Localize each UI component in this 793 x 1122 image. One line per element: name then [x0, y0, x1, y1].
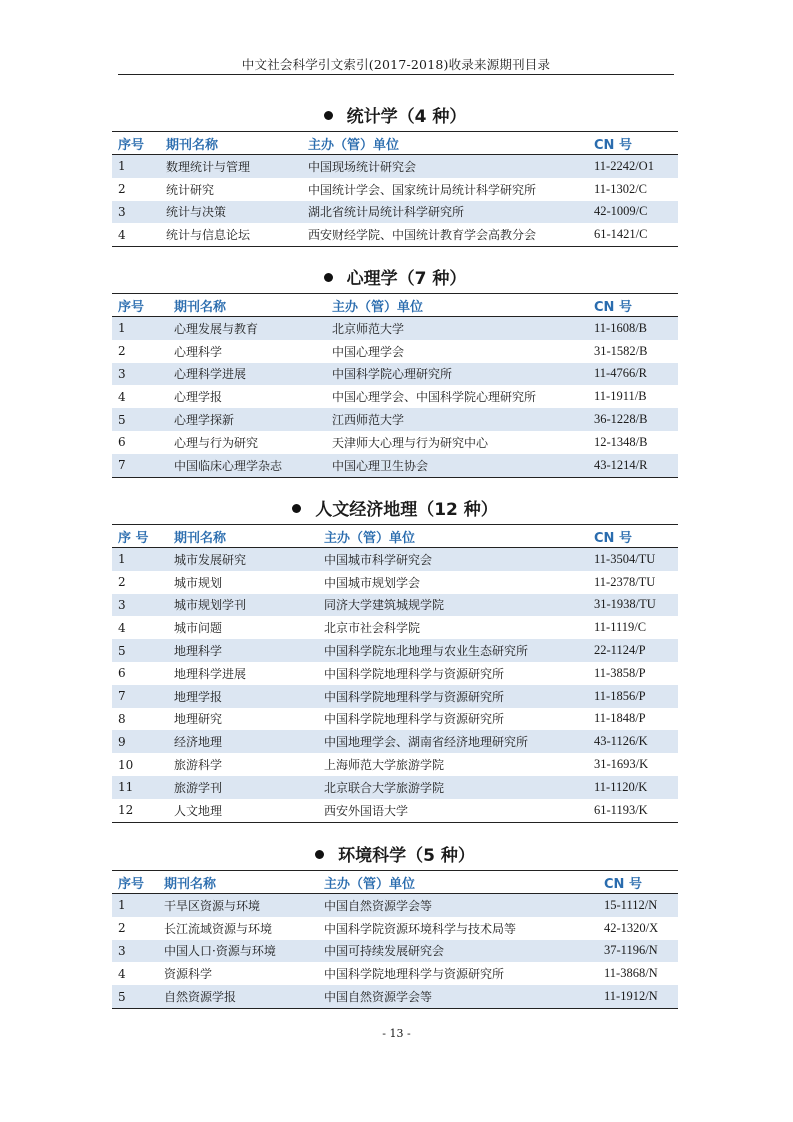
publisher-name: 湖北省统计局统计科学研究所	[308, 205, 465, 220]
journal-name: 数理统计与管理	[166, 159, 251, 174]
column-header-number: 序号	[118, 299, 145, 315]
publisher-name: 中国心理学会	[332, 344, 405, 359]
page-number: - 13 -	[382, 1027, 411, 1040]
journal-name: 统计与决策	[166, 205, 227, 220]
table-header-row	[112, 132, 678, 155]
journal-name: 心理学探新	[174, 413, 235, 428]
publisher-name: 中国自然资源学会等	[324, 990, 433, 1005]
column-header-cn: CN 号	[594, 299, 632, 315]
publisher-name: 中国心理卫生协会	[332, 458, 429, 473]
table-row	[112, 985, 678, 1008]
journal-table	[112, 293, 678, 478]
journal-name: 地理学报	[174, 689, 223, 704]
column-header-cn: CN 号	[594, 137, 632, 153]
publisher-name: 北京市社会科学院	[324, 621, 421, 636]
header-rule	[118, 74, 674, 75]
row-number: 1	[118, 159, 126, 174]
publisher-name: 中国科学院地理科学与资源研究所	[324, 689, 505, 704]
section-environmental-science	[112, 842, 678, 1009]
column-header-publisher: 主办（管）单位	[332, 299, 424, 315]
journal-name: 地理科学	[174, 644, 223, 659]
journal-name: 人文地理	[174, 803, 223, 818]
cn-number: 11-1912/N	[604, 989, 658, 1004]
table-row	[112, 317, 678, 340]
row-number: 12	[118, 803, 134, 818]
row-number: 1	[118, 552, 126, 567]
row-number: 3	[118, 204, 126, 219]
cn-number: 11-1120/K	[594, 779, 648, 794]
table-row	[112, 799, 678, 822]
cn-number: 11-2242/O1	[594, 158, 654, 173]
cn-number: 11-3858/P	[594, 665, 646, 680]
row-number: 4	[118, 620, 126, 635]
journal-name: 心理科学进展	[174, 367, 247, 382]
column-header-number: 序 号	[118, 530, 149, 546]
column-header-journal: 期刊名称	[174, 299, 227, 315]
row-number: 2	[118, 575, 126, 590]
row-number: 1	[118, 898, 126, 913]
table-row	[112, 940, 678, 963]
journal-name: 心理发展与教育	[174, 321, 259, 336]
journal-name: 自然资源学报	[164, 990, 237, 1005]
bullet-icon	[324, 111, 333, 120]
bullet-icon	[324, 273, 333, 282]
cn-number: 11-3868/N	[604, 966, 658, 981]
journal-name: 旅游学刊	[174, 780, 223, 795]
cn-number: 42-1320/X	[604, 920, 659, 935]
row-number: 6	[118, 666, 126, 681]
cn-number: 11-1911/B	[594, 389, 647, 404]
table-row	[112, 894, 678, 917]
row-number: 9	[118, 734, 126, 749]
publisher-name: 上海师范大学旅游学院	[324, 758, 445, 773]
publisher-name: 中国自然资源学会等	[324, 898, 433, 913]
publisher-name: 同济大学建筑城规学院	[324, 598, 445, 613]
row-number: 8	[118, 711, 126, 726]
section-statistics	[112, 103, 678, 247]
publisher-name: 天津师大心理与行为研究中心	[332, 435, 489, 450]
publisher-name: 西安财经学院、中国统计教育学会高教分会	[308, 228, 537, 243]
row-number: 3	[118, 366, 126, 381]
row-number: 3	[118, 943, 126, 958]
publisher-name: 中国科学院资源环境科学与技术局等	[324, 921, 517, 936]
journal-name: 干旱区资源与环境	[164, 898, 261, 913]
journal-name: 长江流域资源与环境	[164, 921, 273, 936]
journal-name: 地理研究	[174, 712, 223, 727]
table-row	[112, 363, 678, 386]
cn-number: 43-1126/K	[594, 734, 648, 749]
row-number: 5	[118, 643, 126, 658]
column-header-publisher: 主办（管）单位	[324, 530, 416, 546]
journal-name: 城市规划	[174, 575, 223, 590]
row-number: 1	[118, 321, 126, 336]
journal-name: 地理科学进展	[174, 666, 247, 681]
cn-number: 31-1582/B	[594, 343, 648, 358]
table-row	[112, 155, 678, 178]
row-number: 4	[118, 966, 126, 981]
journal-name: 统计与信息论坛	[166, 228, 251, 243]
cn-number: 31-1693/K	[594, 757, 649, 772]
table-row	[112, 408, 678, 431]
journal-name: 城市规划学刊	[174, 598, 247, 613]
cn-number: 31-1938/TU	[594, 597, 656, 612]
row-number: 11	[118, 780, 134, 795]
section-title-text: 统计学（4 种）	[346, 107, 467, 127]
table-row	[112, 340, 678, 363]
cn-number: 11-1608/B	[594, 320, 648, 335]
publisher-name: 中国科学院心理研究所	[332, 367, 453, 382]
cn-number: 11-2378/TU	[594, 574, 656, 589]
table-row	[112, 962, 678, 985]
row-number: 5	[118, 989, 126, 1004]
row-number: 3	[118, 597, 126, 612]
publisher-name: 中国统计学会、国家统计局统计科学研究所	[308, 182, 537, 197]
row-number: 2	[118, 344, 126, 359]
cn-number: 15-1112/N	[604, 897, 658, 912]
table-row	[112, 548, 678, 571]
bullet-icon	[292, 504, 301, 513]
running-header: 中文社会科学引文索引(2017-2018)收录来源期刊目录	[241, 57, 551, 72]
column-header-journal: 期刊名称	[174, 530, 227, 546]
journal-name: 城市发展研究	[174, 552, 247, 567]
journal-name: 统计研究	[166, 182, 215, 197]
journal-name: 心理与行为研究	[174, 435, 259, 450]
table-row	[112, 571, 678, 594]
journal-name: 经济地理	[174, 735, 223, 750]
publisher-name: 中国科学院东北地理与农业生态研究所	[324, 644, 529, 659]
journal-name: 城市问题	[174, 621, 223, 636]
row-number: 7	[118, 458, 126, 473]
section-title-text: 人文经济地理（12 种）	[315, 500, 498, 520]
table-row	[112, 685, 678, 708]
row-number: 5	[118, 412, 126, 427]
column-header-number: 序号	[118, 876, 145, 892]
cn-number: 11-4766/R	[594, 366, 648, 381]
table-row	[112, 639, 678, 662]
table-row	[112, 454, 678, 477]
publisher-name: 西安外国语大学	[324, 803, 409, 818]
table-row	[112, 385, 678, 408]
column-header-cn: CN 号	[604, 876, 642, 892]
publisher-name: 江西师范大学	[332, 413, 405, 428]
cn-number: 11-1856/P	[594, 688, 646, 703]
cn-number: 36-1228/B	[594, 412, 648, 427]
section-psychology	[112, 265, 678, 478]
cn-number: 11-1302/C	[594, 181, 648, 196]
column-header-number: 序号	[118, 137, 145, 153]
section-human-economic-geography	[112, 496, 678, 823]
section-title	[112, 265, 678, 293]
table-row	[112, 431, 678, 454]
journal-name: 中国临床心理学杂志	[174, 458, 283, 473]
journal-name: 心理学报	[174, 390, 223, 405]
table-row	[112, 223, 678, 246]
table-row	[112, 594, 678, 617]
journal-name: 中国人口·资源与环境	[164, 944, 276, 959]
row-number: 2	[118, 921, 126, 936]
publisher-name: 中国城市科学研究会	[324, 552, 433, 567]
cn-number: 42-1009/C	[594, 204, 648, 219]
table-row	[112, 917, 678, 940]
publisher-name: 中国科学院地理科学与资源研究所	[324, 712, 505, 727]
column-header-publisher: 主办（管）单位	[324, 876, 416, 892]
publisher-name: 中国现场统计研究会	[308, 159, 417, 174]
table-row	[112, 753, 678, 776]
cn-number: 11-3504/TU	[594, 551, 656, 566]
table-row	[112, 776, 678, 799]
journal-name: 心理科学	[174, 344, 223, 359]
column-header-cn: CN 号	[594, 530, 632, 546]
column-header-journal: 期刊名称	[164, 876, 217, 892]
journal-name: 旅游科学	[174, 758, 223, 773]
table-row	[112, 730, 678, 753]
table-row	[112, 201, 678, 224]
column-header-journal: 期刊名称	[166, 137, 219, 153]
journal-table	[112, 524, 678, 823]
table-row	[112, 708, 678, 731]
row-number: 6	[118, 435, 126, 450]
table-row	[112, 178, 678, 201]
bullet-icon	[315, 850, 324, 859]
section-title	[112, 496, 678, 524]
publisher-name: 中国科学院地理科学与资源研究所	[324, 666, 505, 681]
journal-name: 资源科学	[164, 967, 213, 982]
column-header-publisher: 主办（管）单位	[308, 137, 400, 153]
row-number: 4	[118, 389, 126, 404]
table-header-row	[112, 525, 678, 548]
publisher-name: 中国心理学会、中国科学院心理研究所	[332, 390, 537, 405]
journal-table	[112, 870, 678, 1009]
section-title-text: 环境科学（5 种）	[338, 846, 475, 866]
cn-number: 37-1196/N	[604, 943, 658, 958]
table-row	[112, 616, 678, 639]
publisher-name: 中国科学院地理科学与资源研究所	[324, 967, 505, 982]
publisher-name: 中国城市规划学会	[324, 575, 421, 590]
journal-table	[112, 131, 678, 247]
cn-number: 12-1348/B	[594, 434, 648, 449]
publisher-name: 中国地理学会、湖南省经济地理研究所	[324, 735, 529, 750]
row-number: 4	[118, 227, 126, 242]
table-header-row	[112, 871, 678, 894]
row-number: 7	[118, 689, 126, 704]
table-header-row	[112, 294, 678, 317]
row-number: 2	[118, 182, 126, 197]
cn-number: 61-1421/C	[594, 227, 648, 242]
table-row	[112, 662, 678, 685]
cn-number: 11-1848/P	[594, 711, 646, 726]
cn-number: 22-1124/P	[594, 643, 646, 658]
section-title-text: 心理学（7 种）	[346, 269, 467, 289]
cn-number: 43-1214/R	[594, 457, 648, 472]
section-title	[112, 842, 678, 870]
row-number: 10	[118, 757, 134, 772]
section-title	[112, 103, 678, 131]
cn-number: 11-1119/C	[594, 620, 647, 635]
publisher-name: 北京师范大学	[332, 321, 405, 336]
cn-number: 61-1193/K	[594, 802, 648, 817]
publisher-name: 北京联合大学旅游学院	[324, 780, 445, 795]
publisher-name: 中国可持续发展研究会	[324, 944, 445, 959]
